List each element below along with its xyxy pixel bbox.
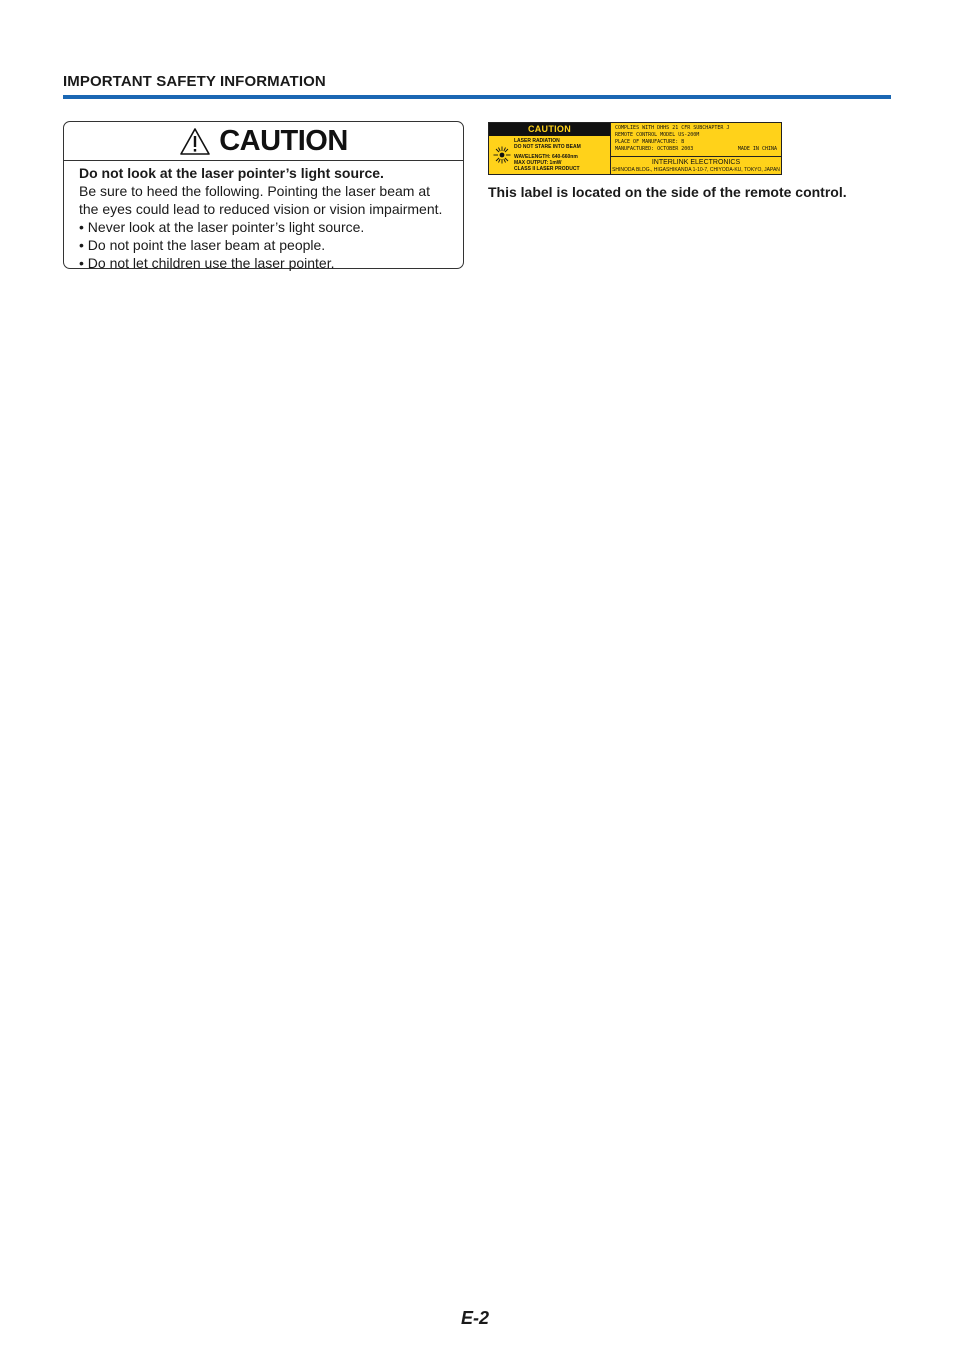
label-left-body bbox=[489, 136, 610, 174]
label-warning-text bbox=[512, 138, 581, 172]
laser-warning-label bbox=[488, 122, 782, 175]
label-right-panel bbox=[611, 123, 781, 174]
caution-heading: CAUTION bbox=[219, 124, 348, 157]
label-line: MAX OUTPUT: 1mW bbox=[514, 160, 562, 166]
caution-header bbox=[64, 122, 463, 161]
label-line: COMPLIES WITH DHHS 21 CFR SUBCHAPTER J bbox=[615, 125, 730, 131]
list-item: • Never look at the laser pointer’s light source. bbox=[79, 218, 453, 236]
page-number: E-2 bbox=[461, 1308, 490, 1328]
caution-list bbox=[79, 218, 453, 272]
label-company: INTERLINK ELECTRONICS bbox=[651, 159, 741, 166]
section-title: IMPORTANT SAFETY INFORMATION bbox=[63, 73, 326, 90]
caution-lead: Do not look at the laser pointer’s light source. bbox=[79, 165, 384, 181]
label-caption: This label is located on the side of the remote control. bbox=[488, 184, 847, 200]
laser-starburst-icon bbox=[492, 138, 512, 172]
label-compliance-text bbox=[611, 123, 781, 156]
label-address: SHINODA BLDG., HIGASHIKANDA 1-10-7, CHIYODA-KU, TOKYO, JAPAN bbox=[612, 167, 780, 173]
label-line: DO NOT STARE INTO BEAM bbox=[514, 144, 581, 150]
label-line: CLASS II LASER PRODUCT bbox=[514, 166, 580, 172]
label-line: REMOTE CONTROL MODEL US-200M bbox=[615, 132, 700, 138]
list-item: • Do not point the laser beam at people. bbox=[79, 236, 453, 254]
label-left-panel bbox=[489, 123, 611, 174]
caution-box bbox=[63, 121, 464, 269]
caution-body bbox=[64, 161, 463, 272]
caution-intro: Be sure to heed the following. Pointing the laser beam at the eyes could lead to reduced vision or vision impairment. bbox=[79, 183, 443, 217]
header-rule bbox=[63, 95, 891, 99]
label-made-in: MADE IN CHINA bbox=[737, 146, 777, 152]
label-line: MANUFACTURED: OCTOBER 2003 bbox=[615, 146, 694, 152]
label-company-block bbox=[611, 156, 781, 174]
label-line: WAVELENGTH: 640-660nm bbox=[514, 154, 578, 160]
warning-triangle-icon bbox=[179, 127, 211, 156]
label-caution-band: CAUTION bbox=[489, 123, 610, 136]
label-line: LASER RADIATION bbox=[514, 138, 560, 144]
label-line: PLACE OF MANUFACTURE: B bbox=[615, 139, 685, 145]
list-item: • Do not let children use the laser pointer. bbox=[79, 254, 453, 272]
